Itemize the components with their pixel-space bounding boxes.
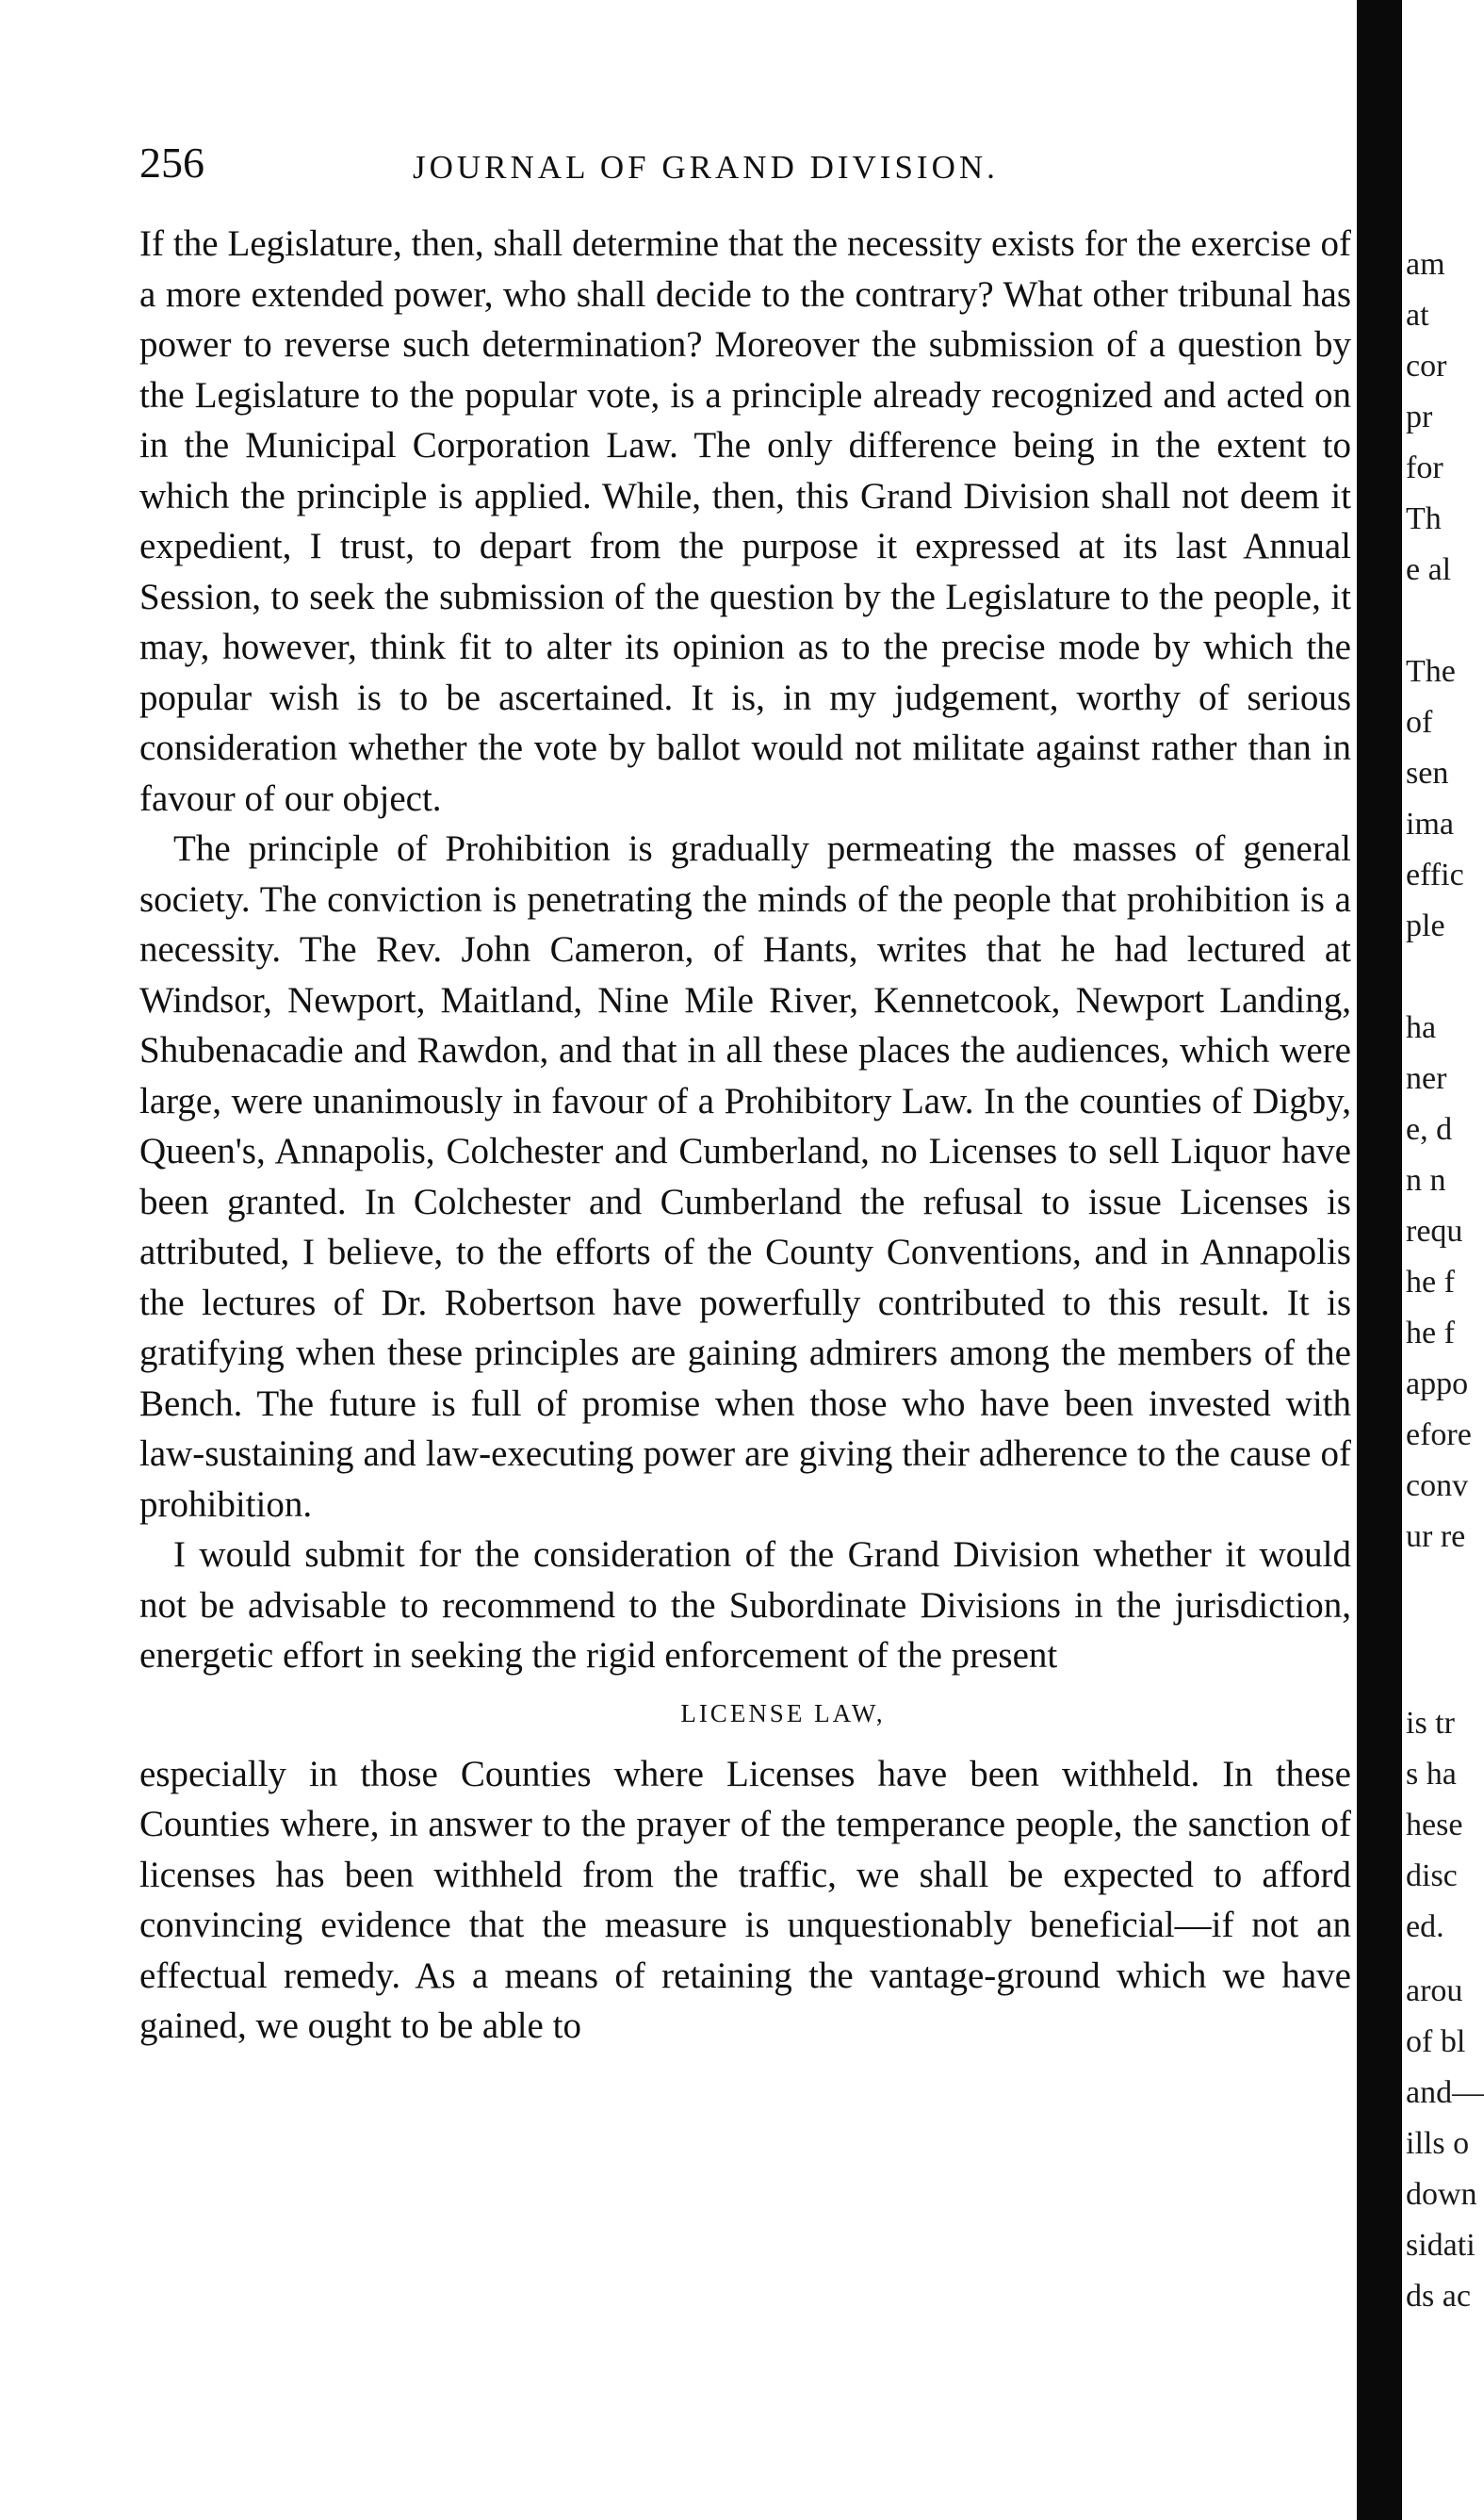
- bleed-fragment: requ: [1406, 1214, 1463, 1249]
- bleed-fragment: at: [1406, 298, 1429, 333]
- bleed-fragment: n n: [1406, 1163, 1446, 1198]
- facing-page-bleed-text: [1404, 0, 1484, 2520]
- body-text: [139, 219, 1351, 2052]
- bleed-fragment: The: [1406, 654, 1456, 689]
- section-heading-license-law: LICENSE LAW,: [680, 1698, 886, 1727]
- bleed-fragment: conv: [1406, 1468, 1469, 1503]
- bleed-fragment: of: [1406, 705, 1433, 740]
- bleed-fragment: cor: [1406, 349, 1447, 384]
- paragraph-legislature: If the Legislature, then, shall determine that the necessity exists for the exercise of a more extended power, who shall decide to the contrary? What other tribunal has power to reverse such determination? Moreover the submission of a question by the Legislature to the popular vote, is a principle already recognized and acted on in the Municipal Corporation Law. The only difference being in the extent to which the principle is applied. While, then, this Grand Division shall not deem it expedient, I trust, to depart from the purpose it expressed at its last Annual Session, to seek the submission of the question by the Legislature to the people, it may, however, think fit to alter its opinion as to the precise mode by which the popular wish is to be ascertained. It is, in my judgement, worthy of serious consideration whether the vote by ballot would not militate against rather than in favour of our object.: [139, 223, 1351, 819]
- bleed-fragment: ed.: [1406, 1909, 1444, 1944]
- bleed-fragment: he f: [1406, 1316, 1455, 1350]
- bleed-fragment: hese: [1406, 1808, 1463, 1842]
- binding-shadow-bar: [1357, 0, 1402, 2520]
- bleed-fragment: pr: [1406, 400, 1433, 434]
- bleed-fragment: disc: [1406, 1858, 1458, 1893]
- paragraph-prohibition: The principle of Prohibition is gradually permeating the masses of general society. The conviction is penetrating the minds of the people that prohibition is a necessity. The Rev. John Cameron, of Hants, writes that he had lectured at Windsor, Newport, Maitland, Nine Mile River, Kennetcook, Newport Landing, Shubenacadie and Rawdon, and that in all these places the audiences, which were large, were unanimously in favour of a Prohibitory Law. In the counties of Digby, Queen's, Annapolis, Colchester and Cumberland, no Licenses to sell Liquor have been granted. In Colchester and Cumberland the refusal to issue Licenses is attributed, I believe, to the efforts of the County Conventions, and in Annapolis the lectures of Dr. Robertson have powerfully contributed to this result. It is gratifying when these principles are gaining admirers among the members of the Bench. The future is full of promise when those who have been invested with law-sustaining and law-executing power are giving their adherence to the cause of prohibition.: [139, 828, 1351, 1525]
- bleed-fragment: ple: [1406, 908, 1445, 943]
- bleed-fragment: for: [1406, 450, 1443, 485]
- bleed-fragment: down: [1406, 2177, 1477, 2212]
- bleed-fragment: s ha: [1406, 1757, 1457, 1792]
- paragraph-recommendation: I would submit for the consideration of the Grand Division whether it would not be advisable to recommend to the Subordinate Divisions in the jurisdiction, energetic effort in seeking the rigid enforcement of the present: [139, 1534, 1351, 1676]
- page-number: 256: [139, 139, 204, 187]
- bleed-fragment: appo: [1406, 1366, 1469, 1401]
- bleed-fragment: efore: [1406, 1417, 1472, 1452]
- bleed-fragment: and—: [1406, 2075, 1484, 2110]
- bleed-fragment: ima: [1406, 807, 1454, 842]
- bleed-fragment: effic: [1406, 858, 1464, 892]
- bleed-fragment: ner: [1406, 1061, 1447, 1096]
- bleed-fragment: ills o: [1406, 2126, 1470, 2161]
- bleed-fragment: sidati: [1406, 2228, 1476, 2263]
- bleed-fragment: ur re: [1406, 1519, 1466, 1554]
- paragraph-counties: especially in those Counties where Licenses have been withheld. In these Counties where, in answer to the prayer of the temperance people, the sanction of licenses has been withheld from the traffic, we shall be expected to afford convincing evidence that the measure is unquestionably beneficial—if not an effectual remedy. As a means of retaining the vantage-ground which we have gained, we ought to be able to: [139, 1753, 1351, 2046]
- bleed-fragment: arou: [1406, 1973, 1463, 2008]
- bleed-fragment: is tr: [1406, 1706, 1455, 1741]
- bleed-fragment: am: [1406, 247, 1445, 282]
- bleed-fragment: ds ac: [1406, 2279, 1471, 2314]
- bleed-fragment: e al: [1406, 552, 1452, 587]
- bleed-fragment: he f: [1406, 1265, 1455, 1300]
- page-header: [139, 141, 1317, 198]
- bleed-fragment: e, d: [1406, 1112, 1453, 1147]
- bleed-fragment: Th: [1406, 501, 1442, 536]
- bleed-fragment: sen: [1406, 756, 1449, 791]
- bleed-fragment: of bl: [1406, 2024, 1466, 2059]
- bleed-fragment: ha: [1406, 1010, 1437, 1045]
- running-title: JOURNAL OF GRAND DIVISION.: [413, 149, 999, 186]
